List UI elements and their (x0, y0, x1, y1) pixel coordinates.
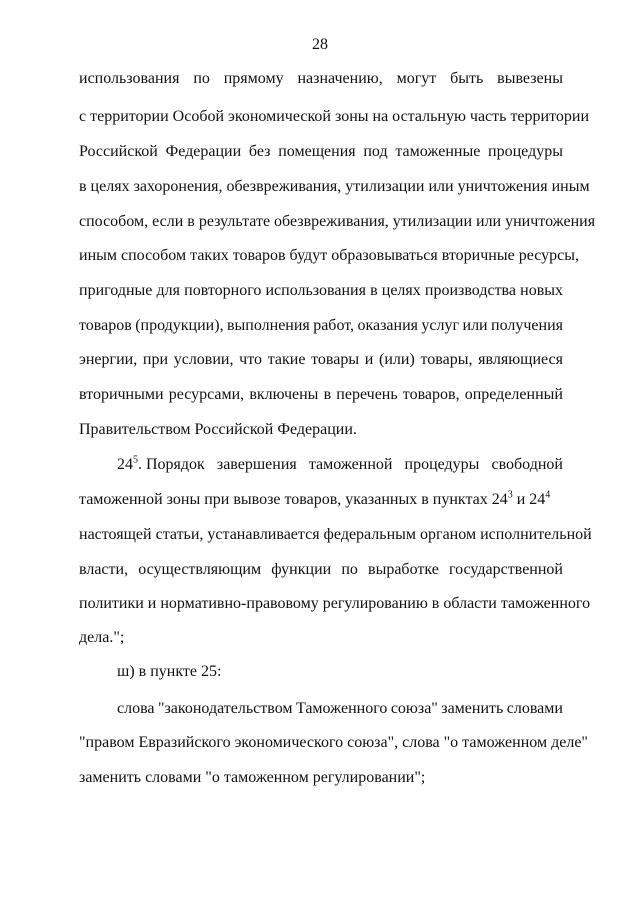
text-line: вторичными ресурсами, включены в перечень товаров, определенный (79, 386, 563, 403)
text-line: Российской Федерации без помещения под таможенные процедуры (79, 143, 563, 160)
text-line: иным способом таких товаров будут образовываться вторичные ресурсы, (79, 247, 579, 264)
text-line: товаров (продукции), выполнения работ, оказания услуг или получения (79, 317, 563, 334)
text-line: использования по прямому назначению, могут быть вывезены (79, 70, 563, 87)
text-line: таможенной зоны при вывозе товаров, указанных в пунктах $24^3$ и $24^4$ (79, 489, 551, 508)
text-line: политики и нормативно-правовому регулированию в области таможенного (79, 595, 591, 612)
text-line: "правом Евразийского экономического союза", слова "о таможенном деле" (79, 734, 588, 751)
text-line: энергии, при условии, что такие товары и (или) товары, являющиеся (79, 351, 563, 368)
text-line: способом, если в результате обезвреживания, утилизации или уничтожения (79, 213, 596, 230)
text-line: настоящей статьи, устанавливается федеральным органом исполнительной (79, 526, 592, 543)
text-line: заменить словами "о таможенном регулировании"; (79, 769, 426, 786)
page-number: 28 (312, 36, 328, 53)
text-line: пригодные для повторного использования в целях производства новых (79, 282, 563, 299)
text-line: власти, осуществляющим функции по выработке государственной (79, 561, 563, 578)
text-line: Правительством Российской Федерации. (79, 421, 357, 438)
text-line: слова "законодательством Таможенного союза" заменить словами (117, 700, 563, 717)
text-line: дела."; (79, 629, 125, 646)
list-item: ш) в пункте 25: (117, 663, 222, 680)
text-line: в целях захоронения, обезвреживания, утилизации или уничтожения иным (79, 178, 590, 195)
text-line: с территории Особой экономической зоны на остальную часть территории (79, 108, 589, 125)
text-line: $24^5$. Порядок завершения таможенной процедуры свободной (117, 454, 563, 473)
